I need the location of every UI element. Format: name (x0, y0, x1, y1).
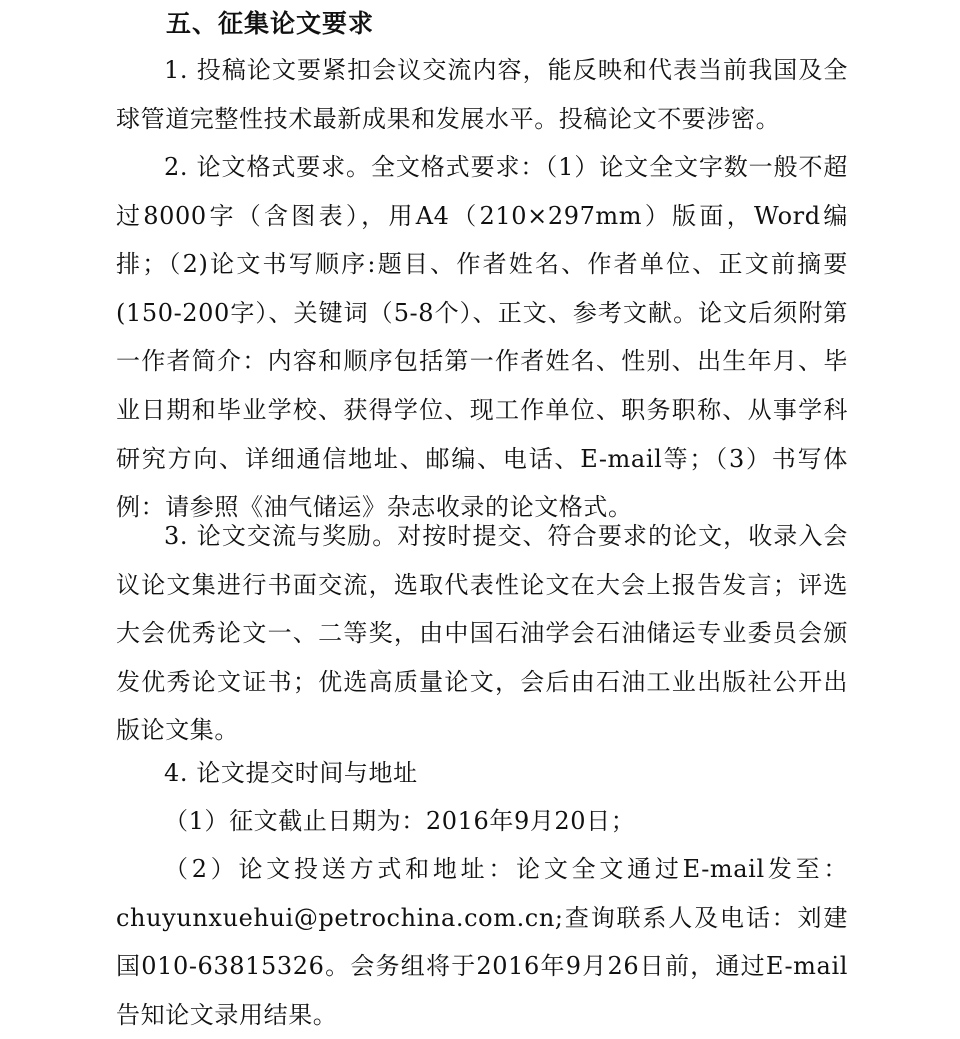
paragraph-delivery-item: （2）论文投送方式和地址：论文全文通过E-mail发至：chuyunxuehui@petrochina.com.cn;查询联系人及电话：刘建国010-63815326。会务组将于2016年9月26日前，通过E-mail告知论文录用结果。 (116, 855, 848, 1029)
paragraph-submission-content: 1. 投稿论文要紧扣会议交流内容，能反映和代表当前我国及全球管道完整性技术最新成果和发展水平。投稿论文不要涉密。 (116, 56, 848, 133)
section-heading: 五、征集论文要求 (166, 9, 375, 38)
paragraph-format-requirements: 2. 论文格式要求。全文格式要求：（1）论文全文字数一般不超过8000字（含图表），用A4（210×297mm）版面，Word编排；（2)论文书写顺序:题目、作者姓名、作者单位、正文前摘要(150-200字）、关键词（5-8个）、正文、参考文献。论文后须附第一作者简介：内容和顺序包括第一作者姓名、性别、出生年月、毕业日期和毕业学校、获得学位、现工作单位、职务职称、从事学科研究方向、详细通信地址、邮编、电话、E-mail等；（3）书写体例：请参照《油气储运》杂志收录的论文格式。 (116, 153, 848, 522)
paragraph-deadline-item: （1）征文截止日期为：2016年9月20日； (164, 807, 636, 835)
paragraph-submission-time-title: 4. 论文提交时间与地址 (164, 759, 418, 787)
paragraph-exchange-awards: 3. 论文交流与奖励。对按时提交、符合要求的论文，收录入会议论文集进行书面交流，选取代表性论文在大会上报告发言；评选大会优秀论文一、二等奖，由中国石油学会石油储运专业委员会颁发优秀论文证书；优选高质量论文，会后由石油工业出版社公开出版论文集。 (116, 522, 848, 745)
